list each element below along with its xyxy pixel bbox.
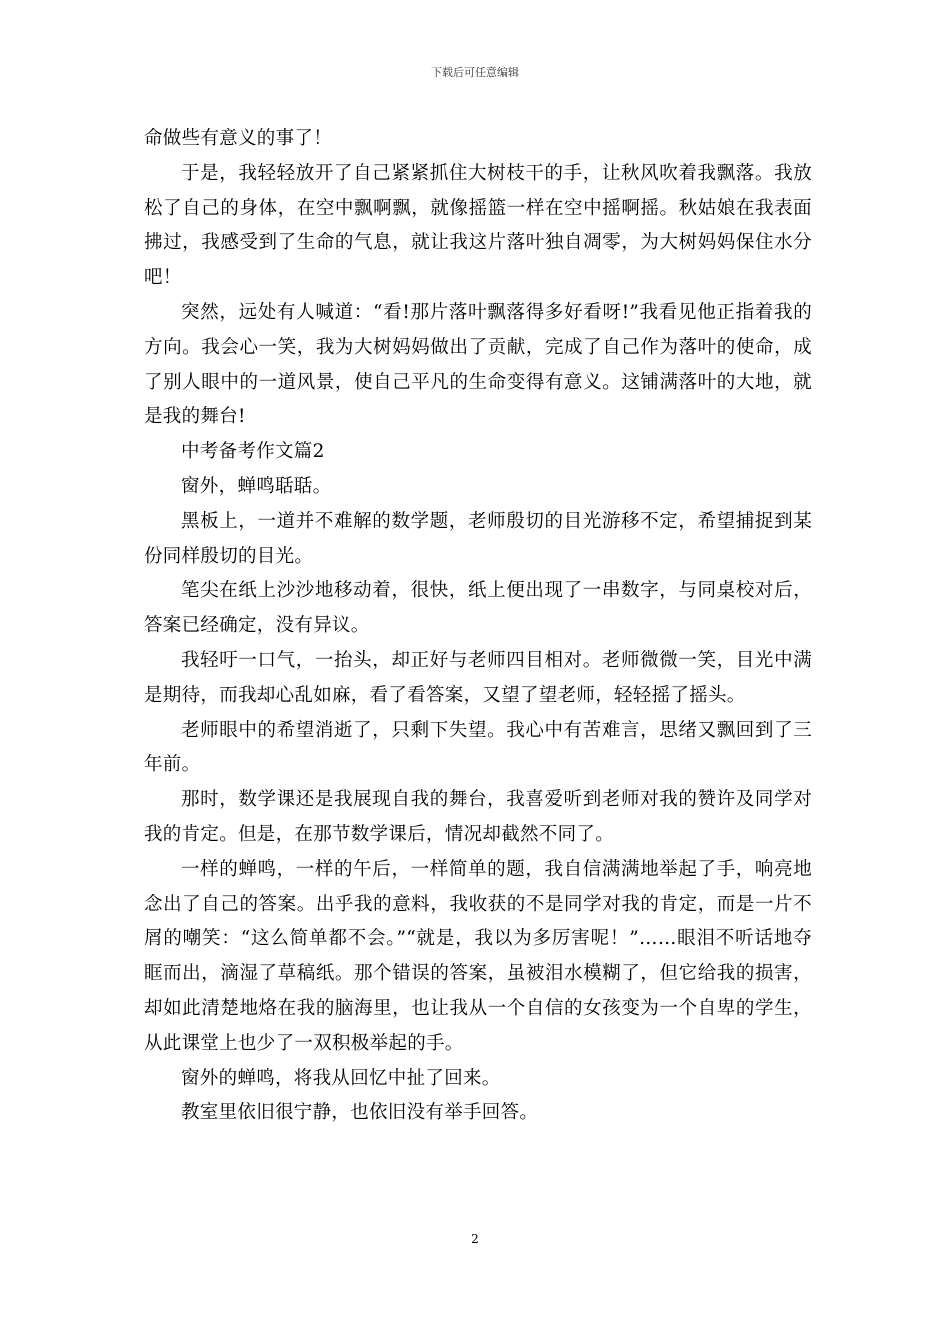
- paragraph: 教室里依旧很宁静，也依旧没有举手回答。: [181, 1102, 539, 1124]
- page-number: 2: [471, 1232, 479, 1246]
- page-header: 下载后可任意编辑: [431, 66, 519, 79]
- paragraph: 一样的蝉鸣，一样的午后，一样简单的题，我自信满满地举起了手，响亮地念出了自己的答案。出乎我的意料，我收获的不是同学对我的肯定，而是一片不屑的嘲笑：“这么简单都不会。”“就是，我以为多厉害呢！”……眼泪不听话地夺眶而出，滴湿了草稿纸。那个错误的答案，虽被泪水模糊了，但它给我的损害，却如此清楚地烙在我的脑海里，也让我从一个自信的女孩变为一个自卑的学生，从此课堂上也少了一双积极举起的手。: [144, 858, 812, 1054]
- paragraph: 那时，数学课还是我展现自我的舞台，我喜爱听到老师对我的赞许及同学对我的肯定。但是，在那节数学课后，情况却截然不同了。: [144, 789, 812, 845]
- document-body: [144, 122, 812, 1131]
- paragraph: 窗外，蝉鸣聒聒。: [181, 475, 332, 497]
- paragraph: 我轻吁一口气，一抬头，却正好与老师四目相对。老师微微一笑，目光中满是期待，而我却心乱如麻，看了看答案，又望了望老师，轻轻摇了摇头。: [144, 649, 812, 706]
- paragraph: 黑板上，一道并不难解的数学题，老师殷切的目光游移不定，希望捕捉到某份同样殷切的目光。: [144, 510, 812, 567]
- paragraph: 窗外的蝉鸣，将我从回忆中扯了回来。: [181, 1067, 501, 1089]
- paragraph: 突然，远处有人喊道：“看!那片落叶飘落得多好看呀!”我看见他正指着我的方向。我会心一笑，我为大树妈妈做出了贡献，完成了自己作为落叶的使命，成了别人眼中的一道风景，使自己平凡的生命变得有意义。这铺满落叶的大地，就是我的舞台!: [144, 301, 812, 428]
- section-title: 中考备考作文篇2: [181, 441, 325, 463]
- paragraph: 命做些有意义的事了！: [144, 128, 333, 149]
- paragraph: 笔尖在纸上沙沙地移动着，很快，纸上便出现了一串数字，与同桌校对后，答案已经确定，没有异议。: [144, 580, 812, 637]
- paragraph: 老师眼中的希望消逝了，只剩下失望。我心中有苦难言，思绪又飘回到了三年前。: [144, 719, 812, 776]
- paragraph: 于是，我轻轻放开了自己紧紧抓住大树枝干的手，让秋风吹着我飘落。我放松了自己的身体，在空中飘啊飘，就像摇篮一样在空中摇啊摇。秋姑娘在我表面拂过，我感受到了生命的气息，就让我这片落叶独自凋零，为大树妈妈保住水分吧！: [144, 162, 812, 289]
